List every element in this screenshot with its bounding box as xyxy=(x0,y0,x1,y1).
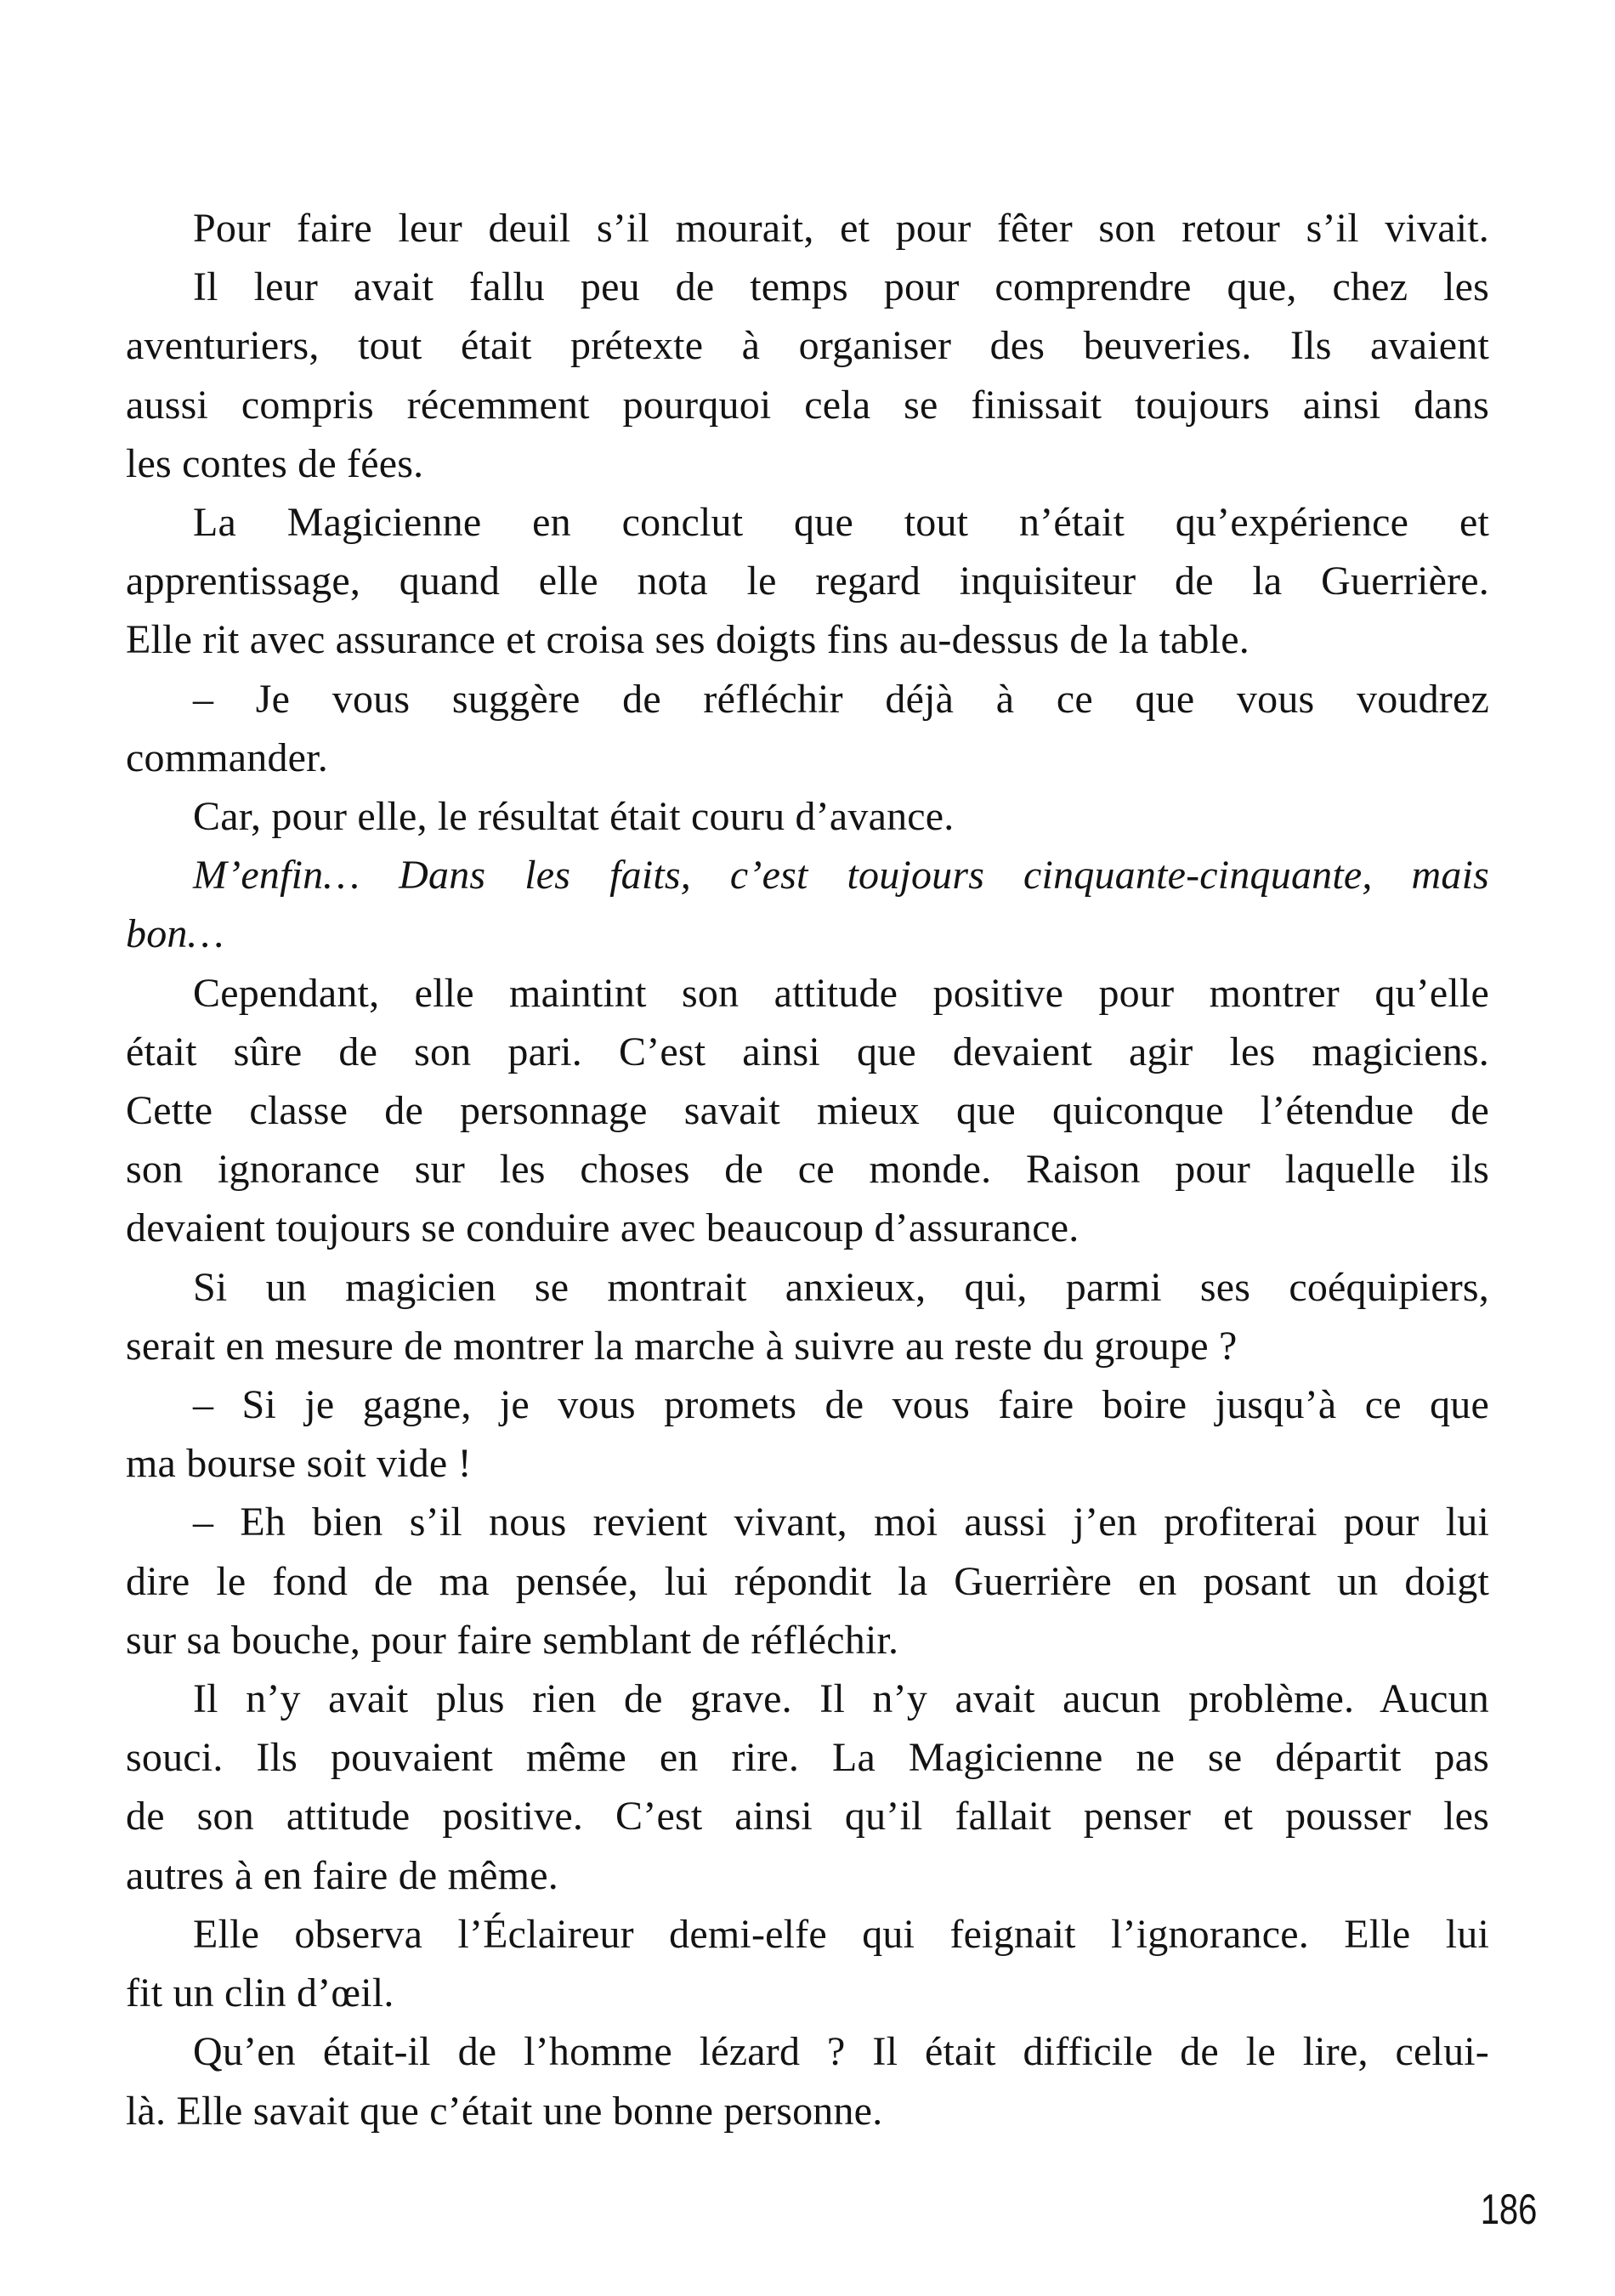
paragraph xyxy=(126,493,1489,670)
paragraph xyxy=(126,1258,1489,1375)
text-line: Qu’en était-il de l’homme lézard ? Il était difficile de le lire, celui- xyxy=(193,2029,1489,2075)
text-line: là. Elle savait que c’était une bonne personne. xyxy=(126,2088,883,2134)
text-line: – Si je gagne, je vous promets de vous faire boire jusqu’à ce que xyxy=(193,1382,1489,1428)
text-line: Pour faire leur deuil s’il mourait, et pour fêter son retour s’il vivait. xyxy=(193,206,1489,251)
text-line: sur sa bouche, pour faire semblant de réfléchir. xyxy=(126,1617,899,1663)
text-line: La Magicienne en conclut que tout n’était qu’expérience et xyxy=(193,500,1489,546)
text-line: – Je vous suggère de réfléchir déjà à ce que vous voudrez xyxy=(193,676,1489,722)
text-line: Si un magicien se montrait anxieux, qui, parmi ses coéquipiers, xyxy=(193,1264,1489,1310)
paragraph xyxy=(126,2022,1489,2140)
text-line: devaient toujours se conduire avec beaucoup d’assurance. xyxy=(126,1205,1080,1251)
page-text xyxy=(126,199,1489,2140)
paragraph xyxy=(126,1905,1489,2022)
text-line: M’enfin… Dans les faits, c’est toujours cinquante-cinquante, mais xyxy=(193,853,1489,899)
paragraph xyxy=(126,964,1489,1258)
text-line: – Eh bien s’il nous revient vivant, moi aussi j’en profiterai pour lui xyxy=(193,1499,1489,1545)
paragraph xyxy=(126,1670,1489,1905)
text-line: son ignorance sur les choses de ce monde. Raison pour laquelle ils xyxy=(126,1147,1489,1193)
text-line: Car, pour elle, le résultat était couru d’avance. xyxy=(193,794,955,840)
text-line: était sûre de son pari. C’est ainsi que devaient agir les magiciens. xyxy=(126,1029,1489,1074)
text-line: dire le fond de ma pensée, lui répondit la Guerrière en posant un doigt xyxy=(126,1558,1489,1604)
text-line: aventuriers, tout était prétexte à organiser des beuveries. Ils avaient xyxy=(126,323,1489,369)
text-line: Elle rit avec assurance et croisa ses doigts fins au-dessus de la table. xyxy=(126,617,1250,663)
paragraph xyxy=(126,846,1489,963)
text-line: fit un clin d’œil. xyxy=(126,1970,394,2016)
paragraph xyxy=(126,1375,1489,1493)
text-line: Cependant, elle maintint son attitude positive pour montrer qu’elle xyxy=(193,970,1489,1016)
text-line: apprentissage, quand elle nota le regard inquisiteur de la Guerrière. xyxy=(126,558,1489,604)
text-line: bon… xyxy=(126,911,224,957)
text-line: Elle observa l’Éclaireur demi-elfe qui feignait l’ignorance. Elle lui xyxy=(193,1911,1489,1957)
text-line: Il n’y avait plus rien de grave. Il n’y avait aucun problème. Aucun xyxy=(193,1676,1489,1722)
text-line: Cette classe de personnage savait mieux que quiconque l’étendue de xyxy=(126,1088,1489,1134)
text-line: commander. xyxy=(126,734,328,780)
page-number: 186 xyxy=(1480,2185,1537,2233)
text-line: de son attitude positive. C’est ainsi qu’il fallait penser et pousser les xyxy=(126,1794,1489,1840)
paragraph xyxy=(126,670,1489,787)
paragraph xyxy=(126,258,1489,493)
text-line: Il leur avait fallu peu de temps pour comprendre que, chez les xyxy=(193,264,1489,310)
paragraph xyxy=(126,199,1489,258)
text-line: les contes de fées. xyxy=(126,440,424,486)
paragraph xyxy=(126,787,1489,846)
paragraph xyxy=(126,1493,1489,1670)
text-line: serait en mesure de montrer la marche à suivre au reste du groupe ? xyxy=(126,1323,1238,1369)
text-line: autres à en faire de même. xyxy=(126,1852,558,1898)
text-line: aussi compris récemment pourquoi cela se finissait toujours ainsi dans xyxy=(126,382,1489,428)
text-line: ma bourse soit vide ! xyxy=(126,1441,472,1487)
text-line: souci. Ils pouvaient même en rire. La Magicienne ne se départit pas xyxy=(126,1735,1489,1781)
